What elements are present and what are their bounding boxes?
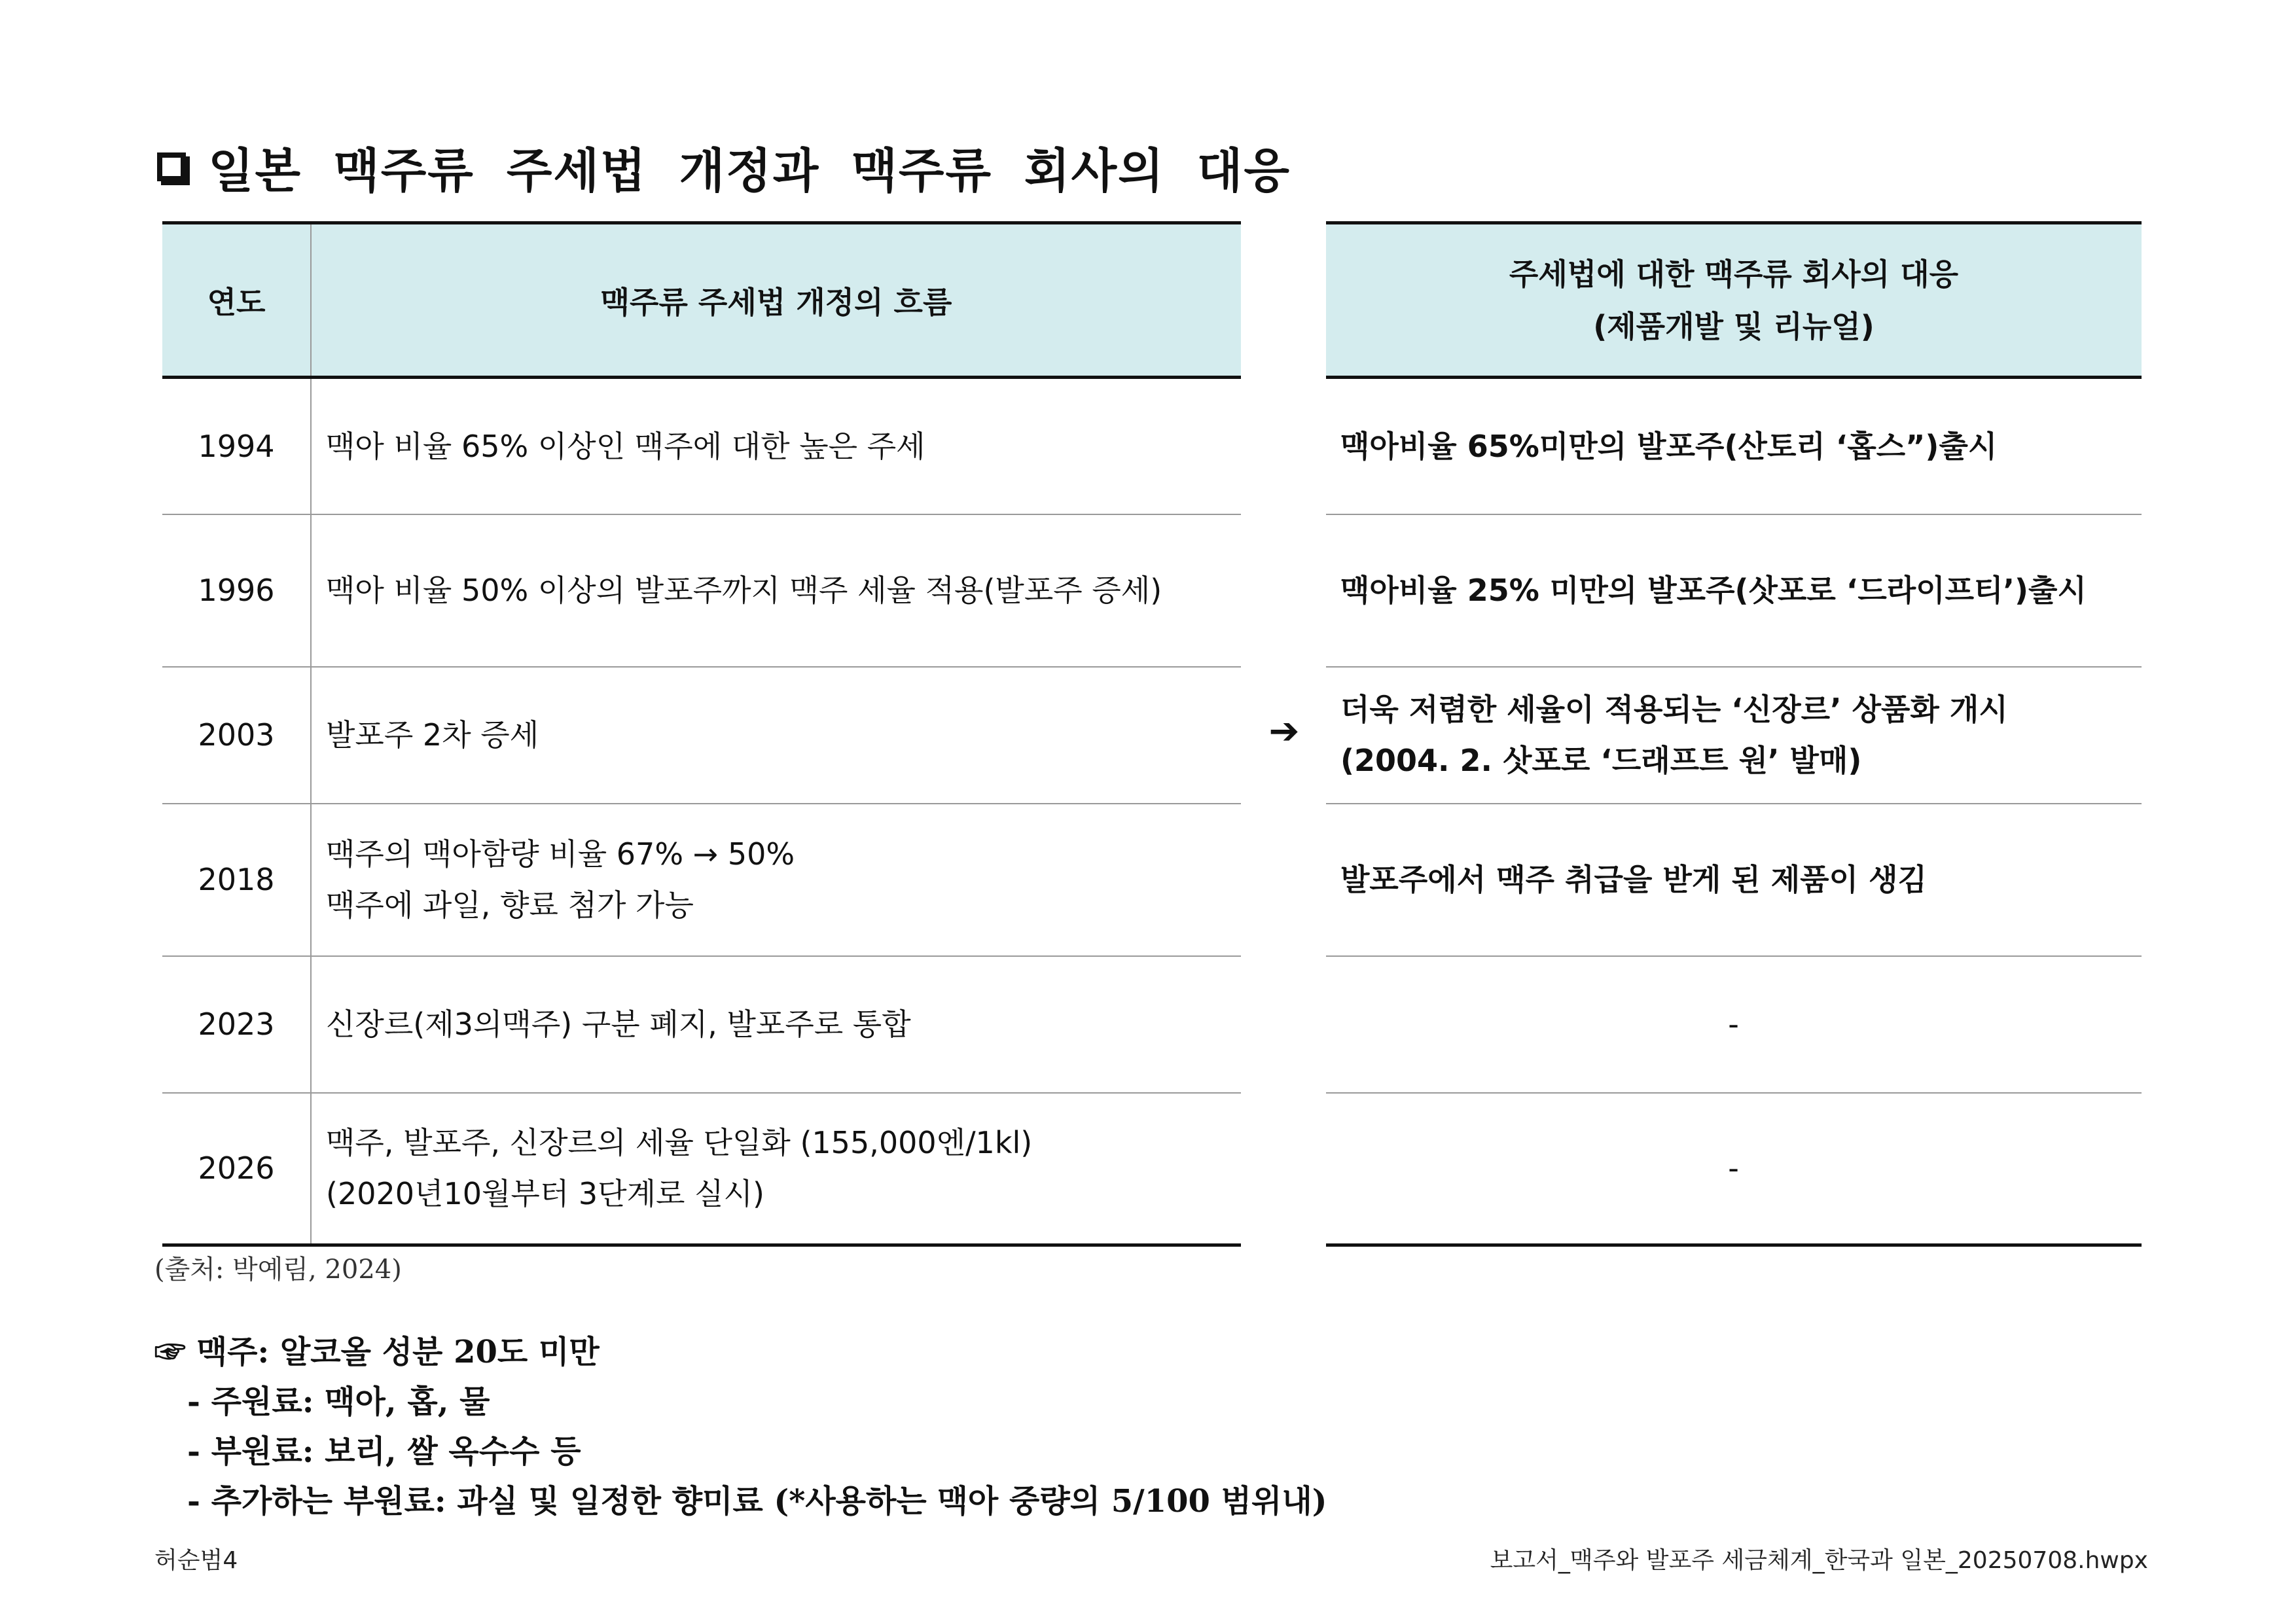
note-item: - 주원료: 맥아, 홉, 물 bbox=[187, 1383, 490, 1420]
table-row bbox=[162, 804, 1241, 956]
response-line: 맥아비율 25% 미만의 발포주(삿포로 ‘드라이프티’)출시 bbox=[1340, 573, 2087, 608]
table-row bbox=[1326, 667, 2142, 804]
flow-cell bbox=[311, 514, 1241, 667]
page-title-text: 일본 맥주류 주세법 개정과 맥주류 회사의 대응 bbox=[208, 143, 1291, 198]
year-cell: 2003 bbox=[162, 667, 311, 804]
response-line: 발포주에서 맥주 취급을 받게 된 제품이 생김 bbox=[1340, 862, 1927, 897]
flow-cell bbox=[311, 378, 1241, 514]
company-response-table bbox=[1326, 221, 2142, 1247]
footer-filename: 보고서_맥주와 발포주 세금체계_한국과 일본_20250708.hwpx bbox=[1490, 1547, 2148, 1574]
table-row bbox=[1326, 378, 2142, 514]
response-header-line: (제품개발 및 리뉴얼) bbox=[1593, 308, 1874, 344]
flow-column-header: 맥주류 주세법 개정의 흐름 bbox=[311, 223, 1241, 378]
response-line: 맥아비율 65%미만의 발포주(산토리 ‘홉스”)출시 bbox=[1340, 428, 1998, 464]
right-arrow-icon: ➔ bbox=[1268, 710, 1300, 753]
table-row bbox=[162, 1093, 1241, 1245]
response-line: (2004. 2. 삿포로 ‘드래프트 원’ 발매) bbox=[1340, 743, 1862, 778]
note-main: ☞ 맥주: 알코올 성분 20도 미만 bbox=[154, 1334, 600, 1370]
table-row bbox=[1326, 804, 2142, 956]
response-cell bbox=[1326, 378, 2142, 514]
checkbox-square-icon bbox=[157, 152, 186, 181]
flow-cell bbox=[311, 1093, 1241, 1245]
response-cell bbox=[1326, 804, 2142, 956]
flow-line: 맥아 비율 50% 이상의 발포주까지 맥주 세율 적용(발포주 증세) bbox=[326, 573, 1162, 608]
flow-line: 신장르(제3의맥주) 구분 폐지, 발포주로 통합 bbox=[326, 1007, 911, 1042]
year-cell: 2026 bbox=[162, 1093, 311, 1245]
year-column-header: 연도 bbox=[162, 223, 311, 378]
flow-line: 맥주에 과일, 향료 첨가 가능 bbox=[326, 887, 694, 923]
flow-cell bbox=[311, 956, 1241, 1093]
table-row bbox=[162, 378, 1241, 514]
flow-line: 발포주 2차 증세 bbox=[326, 717, 539, 753]
note-item: - 부원료: 보리, 쌀 옥수수 등 bbox=[187, 1433, 581, 1470]
note-item: - 추가하는 부원료: 과실 및 일정한 향미료 (*사용하는 맥아 중량의 5/100 범위내) bbox=[187, 1483, 1327, 1520]
table-row bbox=[1326, 956, 2142, 1093]
table-row bbox=[162, 667, 1241, 804]
table-row bbox=[162, 956, 1241, 1093]
tax-law-header-row bbox=[162, 223, 1241, 378]
year-cell: 2018 bbox=[162, 804, 311, 956]
response-cell bbox=[1326, 514, 2142, 667]
response-line: - bbox=[1728, 1150, 1739, 1186]
flow-cell bbox=[311, 804, 1241, 956]
response-header-line: 주세법에 대한 맥주류 회사의 대응 bbox=[1509, 256, 1959, 292]
response-cell bbox=[1326, 1093, 2142, 1245]
footer-page-label: 허순범4 bbox=[154, 1547, 238, 1574]
flow-line: 맥아 비율 65% 이상인 맥주에 대한 높은 주세 bbox=[326, 428, 925, 464]
flow-line: 맥주, 발포주, 신장르의 세율 단일화 (155,000엔/1kl) bbox=[326, 1125, 1033, 1161]
flow-line: (2020년10월부터 3단계로 실시) bbox=[326, 1176, 764, 1212]
table-row bbox=[162, 514, 1241, 667]
flow-line: 맥주의 맥아함량 비율 67% → 50% bbox=[326, 836, 795, 872]
flow-cell bbox=[311, 667, 1241, 804]
year-cell: 1994 bbox=[162, 378, 311, 514]
source-citation: (출처: 박예림, 2024) bbox=[154, 1255, 402, 1285]
beer-definition-notes bbox=[154, 1327, 1327, 1526]
company-response-header-row bbox=[1326, 223, 2142, 378]
response-line: 더욱 저렴한 세율이 적용되는 ‘신장르’ 상품화 개시 bbox=[1340, 692, 2008, 727]
tax-law-table bbox=[162, 221, 1241, 1247]
table-row bbox=[1326, 1093, 2142, 1245]
page-title bbox=[157, 131, 1291, 203]
year-cell: 1996 bbox=[162, 514, 311, 667]
year-cell: 2023 bbox=[162, 956, 311, 1093]
response-line: - bbox=[1728, 1007, 1739, 1042]
response-column-header bbox=[1326, 223, 2142, 378]
response-cell bbox=[1326, 667, 2142, 804]
table-row bbox=[1326, 514, 2142, 667]
response-cell bbox=[1326, 956, 2142, 1093]
